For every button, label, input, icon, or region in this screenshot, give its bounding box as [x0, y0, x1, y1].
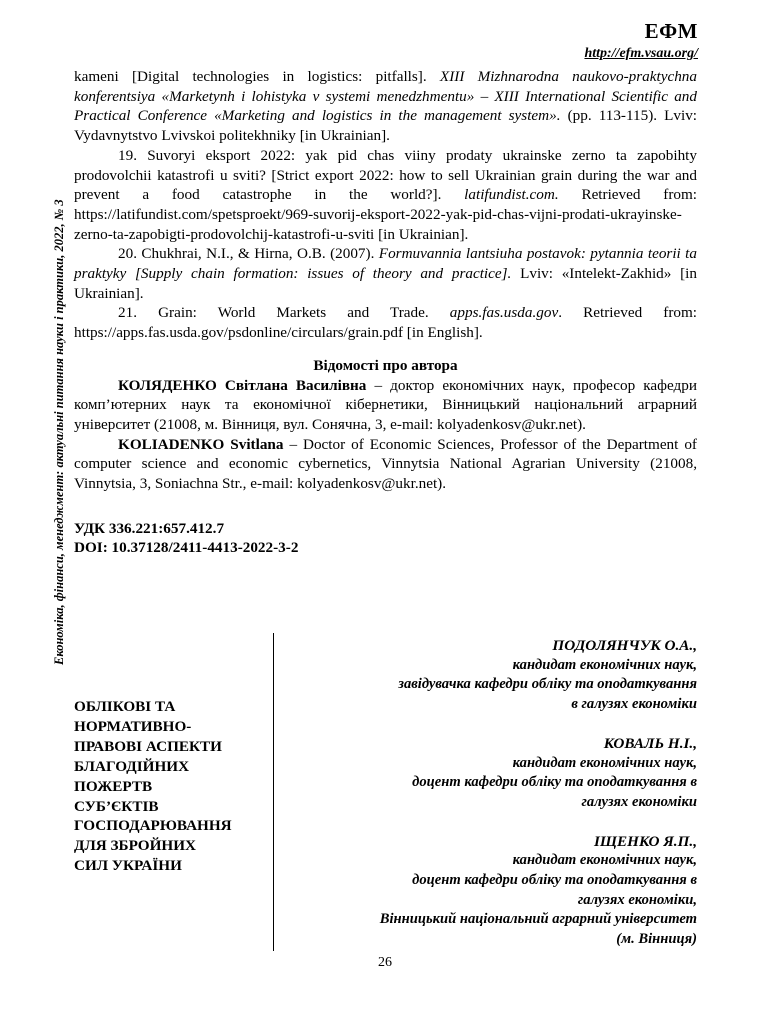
author-detail: доцент кафедри обліку та оподаткування в [412, 872, 697, 889]
article-title-line: ПОЖЕРТВ [74, 777, 153, 795]
reference-20: 20. Chukhrai, N.I., & Hirna, O.B. (2007). Formuvannia lantsiuha postavok: pytannia teorii ta praktyky [Supply chain formation: issues of theory and practice]. Lviv: «Intelekt-Zakhid» [in Ukrainian]. [74, 245, 697, 302]
article-title-line: СУБ’ЄКТІВ [74, 797, 159, 815]
vertical-divider [273, 633, 274, 951]
author-info-heading: Відомості про автора [313, 356, 458, 374]
article-header [74, 633, 697, 953]
journal-logo: ЕФМ [644, 19, 698, 43]
author-detail: в галузях економіки [571, 696, 697, 713]
article-title-line: ОБЛІКОВІ ТА [74, 698, 176, 715]
udk-line: УДК 336.221:657.412.7 [74, 519, 225, 537]
author-detail: галузях економіки, [577, 891, 697, 908]
article-title-line: ГОСПОДАРЮВАННЯ [74, 817, 232, 835]
article-title-line: БЛАГОДІЙНИХ [74, 757, 190, 775]
doi-line: DOI: 10.37128/2411-4413-2022-3-2 [74, 539, 299, 557]
author-list [277, 636, 697, 950]
author-name: КОВАЛЬ Н.І., [603, 734, 697, 752]
article-title-line: ПРАВОВІ АСПЕКТИ [74, 737, 222, 755]
article-title-line: ДЛЯ ЗБРОЙНИХ [74, 837, 196, 855]
author-detail: кандидат економічних наук, [512, 754, 697, 771]
author-detail: галузях економіки [581, 793, 697, 810]
reference-21: 21. Grain: World Markets and Trade. apps.fas.usda.gov. Retrieved from: https://apps.fas.usda.gov/psdonline/circulars/grain.pdf [in English]. [74, 304, 698, 342]
page-content [74, 67, 697, 558]
article-title-line: НОРМАТИВНО- [74, 717, 192, 735]
page-number: 26 [378, 955, 392, 970]
author-detail: Вінницький національний аграрний університет [379, 911, 697, 928]
author-name: ІЩЕНКО Я.П., [594, 832, 697, 850]
author-detail: (м. Вінниця) [616, 931, 697, 948]
journal-url-link[interactable]: http://efm.vsau.org/ [584, 46, 698, 61]
reference-19: 19. Suvoryi eksport 2022: yak pid chas viiny prodaty ukrainske zerno ta zapobihty prodovolchii katastrofi u sviti? [Strict export 2022: how to sell Ukrainian grain during the war and prevent a food catastrophe in the world?]. latifundist.com. Retrieved from: https://latifundist.com/spetsproekt/969-suvorij-eksport-2022-yak-pid-chas-vijni-prodati-ukrayinske-zerno-ta-zapobigti-prodovolchij-katastrofi-u-sviti [in Ukrainian]. [74, 146, 698, 243]
author-name: ПОДОЛЯНЧУК О.А., [552, 637, 697, 654]
author-info-en: KOLIADENKO Svitlana – Doctor of Economic Sciences, Professor of the Department of computer science and economic cybernetics, Vinnytsia National Agrarian University (21008, Vinnytsia, 3, Soniachna Str., e-mail: kolyadenkosv@ukr.net). [74, 435, 697, 493]
author-detail: доцент кафедри обліку та оподаткування в [412, 774, 697, 791]
author-detail: кандидат економічних наук, [512, 852, 697, 869]
journal-side-caption: Економіка, фінанси, менеджмент: актуальні питання науки і практики, 2022, № 3 [52, 199, 66, 665]
article-title-line: СИЛ УКРАЇНИ [74, 857, 182, 875]
author-info-ua: КОЛЯДЕНКО Світлана Василівна – доктор економічних наук, професор кафедри комп’ютерних наук та економічної кібернетики, Вінницький національний аграрний університет (21008, м. Вінниця, вул. Сонячна, 3, e-mail: kolyadenkosv@ukr.net). [74, 376, 697, 433]
author-detail: кандидат економічних наук, [512, 656, 697, 673]
udk-code [74, 519, 697, 558]
author-detail: завідувачка кафедри обліку та оподаткування [398, 676, 697, 693]
reference-18-tail: kameni [Digital technologies in logistics: pitfalls]. XIII Mizhnarodna naukovo-praktychna konferentsiya «Marketynh i lohistyka v systemi menedzhmentu» – XIII International Scientific and Practical Conference «Marketing and logistics in the management system». (pp. 113-115). Lviv: Vydavnytstvo Lvivskoi politekhniky [in Ukrainian]. [74, 68, 698, 145]
article-title [74, 697, 269, 876]
